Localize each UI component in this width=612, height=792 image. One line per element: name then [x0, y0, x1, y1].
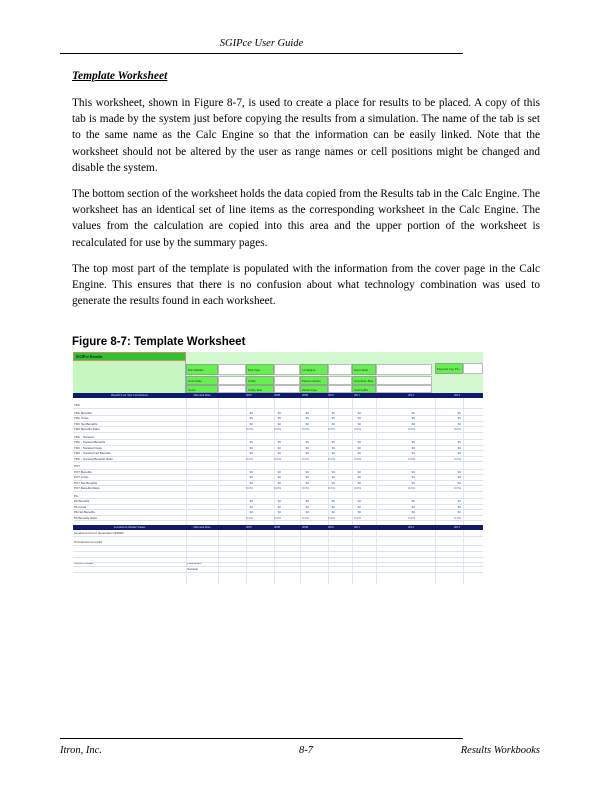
header-year: 2009 [302, 393, 308, 397]
row-label: Levelized Cost of Generation ($/kWh) [74, 531, 125, 535]
value-cell: $0 [457, 451, 461, 456]
info-label: CZ Region [300, 364, 328, 375]
value-cell: $0 [249, 510, 253, 515]
value-cell: $0 [457, 469, 461, 474]
value-cell: 0.0% [354, 515, 361, 520]
header-year: 2010 [328, 525, 334, 529]
header-year: 2012 [408, 393, 414, 397]
value-cell: $0 [277, 421, 281, 426]
value-cell: $0 [277, 499, 281, 504]
value-cell: 0.0% [246, 427, 253, 432]
value-cell: 0.0% [274, 486, 281, 491]
value-cell: 0.0% [274, 515, 281, 520]
value-cell: 0.0% [274, 427, 281, 432]
value-cell: $0 [331, 410, 335, 415]
value-cell: 0.0% [408, 456, 415, 461]
info-value-cell [376, 364, 432, 375]
value-cell: $0 [357, 475, 361, 480]
paragraph-1: This worksheet, shown in Figure 8-7, is used to create a place for results to be placed. A copy of this tab is made by the system just before copying the results from a simulation. The name of the tab is set to the same name as the Calc Engine so that the information can be easily linked. Note that the worksheet should not be altered by the user as range names or cell positions might be changed and disable the system. [72, 97, 540, 174]
header-rule [60, 53, 463, 54]
value-cell: $0 [331, 421, 335, 426]
template-worksheet-figure [73, 352, 483, 584]
value-cell: $0 [357, 480, 361, 485]
value-cell: $0 [457, 421, 461, 426]
info-label: Utility Rate [246, 385, 274, 393]
value-cell: $0 [331, 499, 335, 504]
info-value-cell [328, 364, 352, 375]
value-cell: $0 [277, 475, 281, 480]
value-cell: $0 [277, 510, 281, 515]
value-cell: 0.0% [454, 515, 461, 520]
info-value-cell [274, 385, 300, 393]
value-cell: 0.0% [408, 427, 415, 432]
info-label: Utility [246, 376, 274, 385]
info-label: Sector [186, 385, 218, 393]
row-label: TRC Costs [74, 416, 89, 421]
info-value-cell [376, 376, 432, 385]
value-cell: 0.0% [302, 456, 309, 461]
header-year: 2008 [274, 393, 280, 397]
value-cell: $0 [411, 504, 415, 509]
value-cell: $0 [305, 475, 309, 480]
value-cell: $0 [411, 451, 415, 456]
table-row [73, 546, 483, 552]
value-cell: $0 [457, 416, 461, 421]
value-cell: 0.0% [302, 486, 309, 491]
row-label: TRC - Societal Benefits [74, 440, 106, 445]
row-sub-label: Societal [187, 567, 198, 571]
value-cell: $0 [249, 469, 253, 474]
row-label: TRC Net Benefits [74, 421, 98, 426]
info-value-cell [218, 385, 246, 393]
header-year: 2012 [408, 525, 414, 529]
value-cell: 0.0% [328, 515, 335, 520]
header-year: 2010 [328, 393, 334, 397]
info-left-block [73, 361, 186, 393]
value-cell: $0 [277, 416, 281, 421]
group-label: PCT [74, 464, 80, 468]
value-cell: $0 [277, 480, 281, 485]
value-cell: $0 [411, 421, 415, 426]
value-cell: $0 [357, 504, 361, 509]
value-cell: $0 [249, 480, 253, 485]
row-label: PA Benefits Ratio [74, 515, 98, 520]
value-cell: 0.0% [408, 515, 415, 520]
header-discount-rate: Discount Rate [193, 525, 211, 529]
header-year: 2013 [454, 525, 460, 529]
value-cell: $0 [357, 510, 361, 515]
header-label: Levelized Lifetime Values [113, 525, 146, 529]
info-value-cell [376, 385, 432, 393]
value-cell: $0 [277, 504, 281, 509]
value-cell: $0 [411, 445, 415, 450]
value-cell: $0 [411, 510, 415, 515]
value-cell: $0 [411, 410, 415, 415]
value-cell: $0 [331, 440, 335, 445]
info-label: Tech Suffix [352, 385, 376, 393]
value-cell: $0 [331, 416, 335, 421]
header-year: 2007 [246, 393, 252, 397]
value-cell: $0 [277, 410, 281, 415]
row-label: PCT Net Benefits [74, 480, 98, 485]
table-row [73, 567, 483, 573]
value-cell: 0.0% [246, 515, 253, 520]
value-cell: $0 [357, 410, 361, 415]
value-cell: $0 [357, 416, 361, 421]
value-cell: $0 [249, 416, 253, 421]
value-cell: $0 [457, 440, 461, 445]
group-label: TRC [74, 403, 81, 407]
info-label: Rebate Type [300, 385, 328, 393]
row-label: Upfront rebate [74, 561, 94, 565]
value-cell: 0.0% [454, 427, 461, 432]
info-label: Fuel Type [246, 364, 274, 375]
value-cell: $0 [331, 510, 335, 515]
value-cell: $0 [305, 451, 309, 456]
row-label: % Financed w/ equity [74, 540, 103, 544]
value-cell: 0.0% [302, 515, 309, 520]
value-cell: $0 [357, 499, 361, 504]
footer-company: Itron, Inc. [60, 745, 102, 756]
group-label: TRC - Societal [74, 434, 94, 439]
info-value-cell [328, 376, 352, 385]
group-label: PA [74, 493, 78, 498]
value-cell: $0 [305, 499, 309, 504]
footer-rule [60, 738, 463, 739]
row-label: PA Costs [74, 504, 87, 509]
value-cell: $0 [277, 451, 281, 456]
value-cell: $0 [249, 445, 253, 450]
value-cell: $0 [331, 480, 335, 485]
value-cell: $0 [277, 445, 281, 450]
paragraph-2: The bottom section of the worksheet holds the data copied from the Results tab in the Calc Engine. The worksheet has an identical set of line items as the corresponding worksheet in the Calc Engine. The values from the calculation are copied into this area and the upper portion of the worksheet is recalculated for use by the summary pages. [72, 188, 540, 249]
row-label: TRC - Societal Costs [74, 445, 103, 450]
value-cell: 0.0% [302, 427, 309, 432]
header-year: 2009 [302, 525, 308, 529]
value-cell: $0 [305, 504, 309, 509]
value-cell: 0.0% [246, 456, 253, 461]
value-cell: $0 [277, 469, 281, 474]
title-bar-extension [186, 352, 483, 361]
info-value-cell [274, 364, 300, 375]
value-cell: 0.0% [328, 427, 335, 432]
row-label: TRC Benefits [74, 410, 92, 415]
header-year: 2007 [246, 525, 252, 529]
value-cell: $0 [249, 499, 253, 504]
row-label: PA Net Benefits [74, 510, 95, 515]
value-cell: $0 [457, 499, 461, 504]
value-cell: $0 [331, 475, 335, 480]
info-label: Expected Cap. Fac. [435, 363, 463, 374]
footer-section: Results Workbooks [460, 745, 540, 756]
value-cell: $0 [249, 475, 253, 480]
value-cell: $0 [305, 469, 309, 474]
value-cell: $0 [331, 451, 335, 456]
sheet-title: SGIPce Results [73, 352, 186, 361]
header-year: 2011 [354, 393, 360, 397]
value-cell: $0 [305, 421, 309, 426]
value-cell: $0 [305, 440, 309, 445]
value-cell: $0 [249, 504, 253, 509]
table-row [73, 403, 483, 409]
info-label: Payer Ratio [352, 364, 376, 375]
info-value-cell [328, 385, 352, 393]
info-label: Run Number [186, 364, 218, 375]
header-discount-rate: Discount Rate [193, 393, 211, 397]
row-label: PCT Costs [74, 475, 89, 480]
value-cell: $0 [305, 480, 309, 485]
value-cell: $0 [411, 480, 415, 485]
row-label: TRC Benefits Ratio [74, 427, 100, 432]
value-cell: $0 [411, 499, 415, 504]
value-cell: 0.0% [408, 486, 415, 491]
value-cell: $0 [305, 445, 309, 450]
value-cell: $0 [411, 475, 415, 480]
info-value-cell [218, 364, 246, 375]
value-cell: $0 [249, 410, 253, 415]
value-cell: $0 [305, 410, 309, 415]
value-cell: 0.0% [246, 486, 253, 491]
info-value-cell [463, 363, 483, 374]
value-cell: $0 [457, 445, 461, 450]
row-label: PCT Benefits [74, 469, 92, 474]
value-cell: $0 [457, 410, 461, 415]
value-cell: 0.0% [454, 456, 461, 461]
row-label: PCT Benefits Ratio [74, 486, 100, 491]
info-value-cell [274, 376, 300, 385]
row-label: PA Benefits [74, 499, 90, 504]
header-year: 2008 [274, 525, 280, 529]
value-cell: $0 [457, 475, 461, 480]
row-label: TRC - Societal Benefits Ratio [74, 456, 114, 461]
row-label: TRC - Societal Net Benefits [74, 451, 111, 456]
figure-caption: Figure 8-7: Template Worksheet [72, 336, 246, 348]
info-label: Tech Reno Base [352, 376, 376, 385]
value-cell: $0 [249, 421, 253, 426]
value-cell: $0 [331, 445, 335, 450]
value-cell: $0 [357, 445, 361, 450]
value-cell: $0 [249, 451, 253, 456]
value-cell: $0 [357, 440, 361, 445]
value-cell: $0 [277, 440, 281, 445]
value-cell: 0.0% [354, 456, 361, 461]
value-cell: $0 [357, 469, 361, 474]
header-label: Benefit/Cost Test Calculations [111, 393, 148, 397]
info-value-cell [218, 376, 246, 385]
value-cell: 0.0% [328, 456, 335, 461]
value-cell: $0 [331, 469, 335, 474]
value-cell: $0 [249, 440, 253, 445]
running-header: SGIPce User Guide [219, 38, 304, 49]
header-year: 2013 [454, 393, 460, 397]
value-cell: $0 [331, 504, 335, 509]
paragraph-3: The top most part of the template is populated with the information from the cover page in the Calc Engine. This ensures that there is no confusion about what technology combination was used to generate the results found in each worksheet. [72, 263, 540, 308]
value-cell: $0 [411, 469, 415, 474]
value-cell: $0 [411, 416, 415, 421]
footer-page-number: 8-7 [299, 745, 313, 756]
value-cell: $0 [357, 421, 361, 426]
value-cell: $0 [357, 451, 361, 456]
value-cell: $0 [305, 416, 309, 421]
header-year: 2011 [354, 525, 360, 529]
value-cell: 0.0% [354, 486, 361, 491]
table-row [73, 531, 483, 537]
value-cell: 0.0% [274, 456, 281, 461]
table-row [73, 557, 483, 563]
value-cell: $0 [457, 510, 461, 515]
value-cell: 0.0% [354, 427, 361, 432]
table-row [73, 540, 483, 546]
info-label: Tech Name [186, 376, 218, 385]
value-cell: 0.0% [454, 486, 461, 491]
value-cell: $0 [457, 504, 461, 509]
section-title: Template Worksheet [72, 70, 168, 82]
value-cell: $0 [305, 510, 309, 515]
value-cell: $0 [411, 440, 415, 445]
value-cell: 0.0% [328, 486, 335, 491]
row-sub-label: Participant [187, 561, 202, 565]
value-cell: $0 [457, 480, 461, 485]
info-label: Finance Option [300, 376, 328, 385]
